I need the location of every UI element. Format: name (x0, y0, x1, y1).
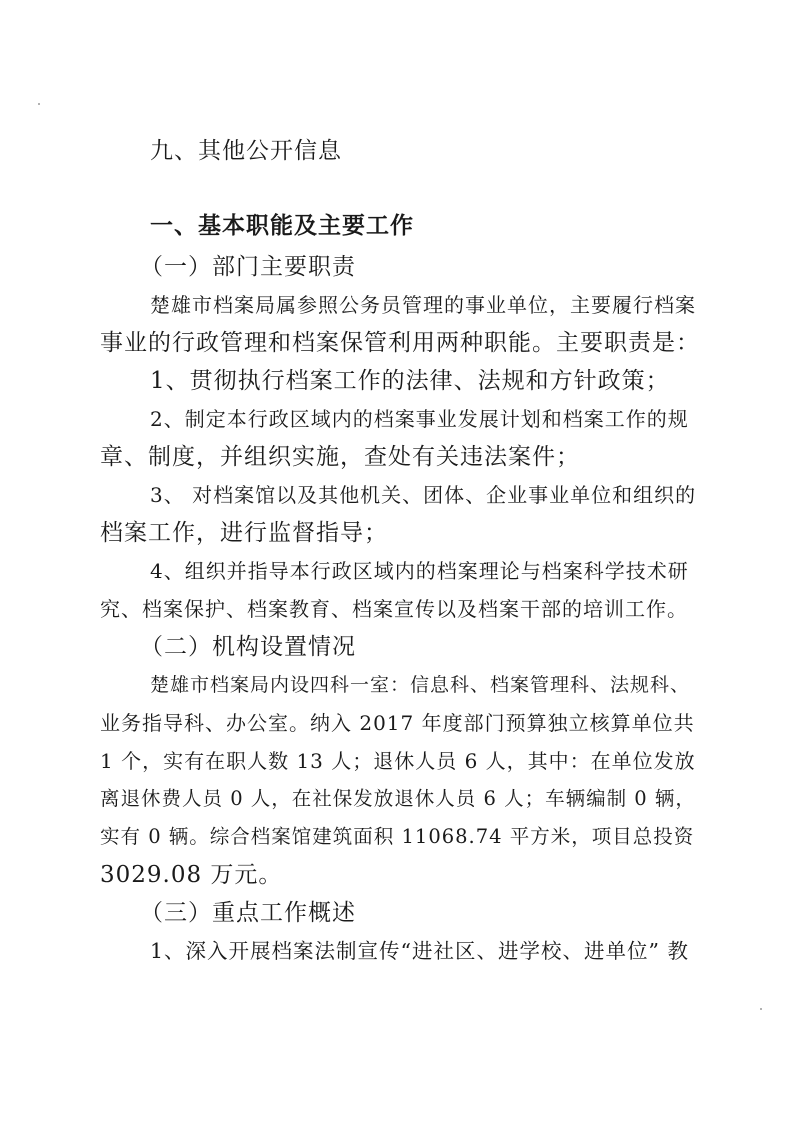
paragraph-line: 楚雄市档案局属参照公务员管理的事业单位，主要履行档案 (150, 293, 696, 317)
subsection-3-title: （三）重点工作概述 (140, 900, 356, 926)
duty-item-line: 3、 对档案馆以及其他机关、团体、企业事业单位和组织的 (150, 483, 697, 507)
duty-item-line: 档案工作，进行监督指导； (100, 520, 388, 546)
paragraph-line: 离退休费人员 0 人，在社保发放退休人员 6 人；车辆编制 0 辆， (100, 787, 696, 810)
paragraph-line: 3029.08 万元。 (100, 862, 283, 888)
paragraph-line: 实有 0 辆。综合档案馆建筑面积 11068.74 平方米，项目总投资 (100, 825, 695, 848)
paragraph-line: 楚雄市档案局内设四科一室：信息科、档案管理科、法规科、 (150, 674, 691, 696)
paragraph-line: 1 个，实有在职人数 13 人；退休人员 6 人，其中：在单位发放 (100, 749, 696, 773)
subsection-1-title: （一）部门主要职责 (140, 254, 356, 280)
scan-speck (760, 1008, 762, 1010)
duty-item-line: 2、制定本行政区域内的档案事业发展计划和档案工作的规 (150, 407, 689, 431)
duty-item-line: 1、贯彻执行档案工作的法律、法规和方针政策； (150, 368, 670, 394)
paragraph-line: 事业的行政管理和档案保管利用两种职能。主要职责是： (100, 330, 700, 356)
scan-speck (38, 103, 40, 105)
section-one-heading: 一、基本职能及主要工作 (150, 213, 414, 239)
paragraph-line: 业务指导科、办公室。纳入 2017 年度部门预算独立核算单位共 (100, 711, 695, 735)
section-nine-title: 九、其他公开信息 (150, 138, 342, 164)
subsection-2-title: （二）机构设置情况 (140, 634, 356, 660)
duty-item-line: 章、制度，并组织实施，查处有关违法案件； (100, 444, 580, 470)
duty-item-line: 究、档案保护、档案教育、档案宣传以及档案干部的培训工作。 (100, 597, 688, 621)
duty-item-line: 4、组织并指导本行政区域内的档案理论与档案科学技术研 (150, 559, 689, 583)
paragraph-line: 1、深入开展档案法制宣传“进社区、进学校、进单位” 教 (150, 939, 690, 963)
